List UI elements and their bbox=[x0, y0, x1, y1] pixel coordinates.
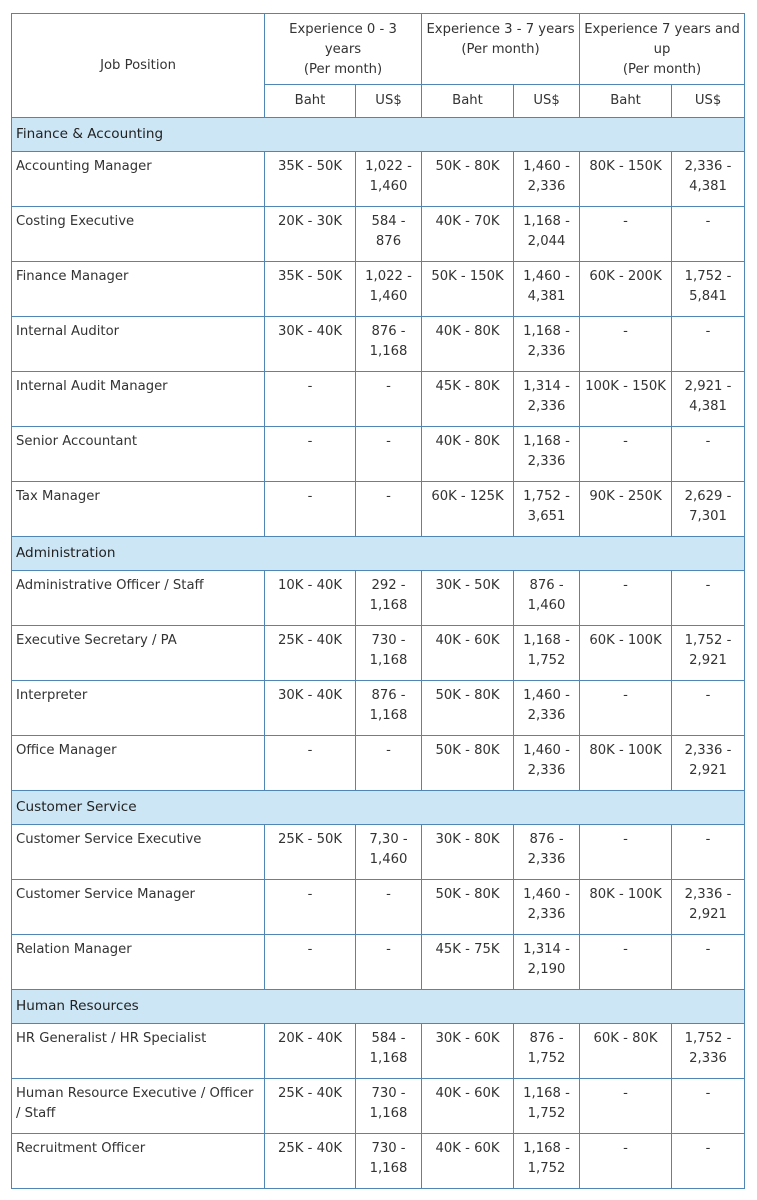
job-title-cell: Accounting Manager bbox=[12, 152, 265, 207]
salary-usd-cell: - bbox=[672, 1079, 745, 1134]
salary-usd-cell: - bbox=[356, 935, 422, 990]
salary-baht-cell: - bbox=[580, 1134, 672, 1189]
experience-header-title: Experience 3 - 7 years bbox=[426, 22, 575, 37]
salary-usd-cell: 1,460 - 2,336 bbox=[514, 880, 580, 935]
salary-baht-cell: - bbox=[580, 571, 672, 626]
salary-usd-cell: 2,629 - 7,301 bbox=[672, 482, 745, 537]
salary-usd-cell: 1,022 - 1,460 bbox=[356, 262, 422, 317]
experience-header-title: Experience 7 years and up bbox=[584, 22, 740, 57]
experience-header-title: Experience 0 - 3 years bbox=[289, 22, 397, 57]
salary-usd-cell: 730 - 1,168 bbox=[356, 626, 422, 681]
job-title-cell: Internal Audit Manager bbox=[12, 372, 265, 427]
salary-baht-cell: 40K - 60K bbox=[422, 1134, 514, 1189]
table-row bbox=[12, 152, 745, 207]
salary-baht-cell: 40K - 80K bbox=[422, 317, 514, 372]
currency-header-usd: US$ bbox=[672, 85, 745, 118]
salary-baht-cell: - bbox=[265, 880, 356, 935]
salary-usd-cell: 876 - 1,168 bbox=[356, 317, 422, 372]
salary-usd-cell: - bbox=[672, 427, 745, 482]
salary-baht-cell: 80K - 100K bbox=[580, 880, 672, 935]
salary-baht-cell: 60K - 200K bbox=[580, 262, 672, 317]
experience-header-0-3 bbox=[265, 14, 422, 85]
job-title-cell: Administrative Officer / Staff bbox=[12, 571, 265, 626]
salary-baht-cell: 45K - 75K bbox=[422, 935, 514, 990]
job-title-cell: Interpreter bbox=[12, 681, 265, 736]
salary-baht-cell: - bbox=[580, 935, 672, 990]
salary-usd-cell: 1,168 - 1,752 bbox=[514, 626, 580, 681]
salary-baht-cell: - bbox=[580, 207, 672, 262]
job-title-cell: Costing Executive bbox=[12, 207, 265, 262]
salary-usd-cell: 1,168 - 2,336 bbox=[514, 317, 580, 372]
salary-baht-cell: 10K - 40K bbox=[265, 571, 356, 626]
salary-usd-cell: 1,168 - 2,336 bbox=[514, 427, 580, 482]
salary-table bbox=[11, 13, 745, 1189]
salary-usd-cell: 7,30 - 1,460 bbox=[356, 825, 422, 880]
category-row bbox=[12, 990, 745, 1024]
job-title-cell: Recruitment Officer bbox=[12, 1134, 265, 1189]
salary-baht-cell: - bbox=[580, 681, 672, 736]
salary-usd-cell: - bbox=[356, 880, 422, 935]
job-title-cell: Executive Secretary / PA bbox=[12, 626, 265, 681]
table-row bbox=[12, 1024, 745, 1079]
salary-baht-cell: - bbox=[265, 427, 356, 482]
salary-usd-cell: 1,460 - 2,336 bbox=[514, 152, 580, 207]
job-title-cell: HR Generalist / HR Specialist bbox=[12, 1024, 265, 1079]
table-row bbox=[12, 571, 745, 626]
salary-usd-cell: 2,921 - 4,381 bbox=[672, 372, 745, 427]
salary-baht-cell: 40K - 60K bbox=[422, 1079, 514, 1134]
salary-baht-cell: 50K - 80K bbox=[422, 736, 514, 791]
job-position-header: Job Position bbox=[12, 14, 265, 118]
experience-header-subtitle: (Per month) bbox=[461, 42, 540, 57]
salary-usd-cell: - bbox=[356, 736, 422, 791]
salary-baht-cell: 35K - 50K bbox=[265, 152, 356, 207]
experience-header-subtitle: (Per month) bbox=[622, 62, 702, 77]
category-label: Human Resources bbox=[12, 990, 745, 1024]
salary-baht-cell: - bbox=[265, 935, 356, 990]
salary-baht-cell: 80K - 150K bbox=[580, 152, 672, 207]
table-row bbox=[12, 427, 745, 482]
salary-usd-cell: - bbox=[672, 935, 745, 990]
job-title-cell: Tax Manager bbox=[12, 482, 265, 537]
salary-baht-cell: - bbox=[265, 372, 356, 427]
currency-header-usd: US$ bbox=[514, 85, 580, 118]
salary-baht-cell: 35K - 50K bbox=[265, 262, 356, 317]
salary-baht-cell: 60K - 125K bbox=[422, 482, 514, 537]
salary-usd-cell: - bbox=[356, 427, 422, 482]
table-row bbox=[12, 736, 745, 791]
category-label: Administration bbox=[12, 537, 745, 571]
salary-usd-cell: 2,336 - 2,921 bbox=[672, 736, 745, 791]
table-row bbox=[12, 482, 745, 537]
salary-baht-cell: 90K - 250K bbox=[580, 482, 672, 537]
salary-baht-cell: - bbox=[580, 825, 672, 880]
category-label: Customer Service bbox=[12, 791, 745, 825]
currency-header-usd: US$ bbox=[356, 85, 422, 118]
salary-usd-cell: - bbox=[356, 482, 422, 537]
salary-usd-cell: 292 - 1,168 bbox=[356, 571, 422, 626]
category-row bbox=[12, 537, 745, 571]
salary-usd-cell: 730 - 1,168 bbox=[356, 1134, 422, 1189]
salary-baht-cell: 20K - 40K bbox=[265, 1024, 356, 1079]
experience-header-7-up bbox=[580, 14, 745, 85]
salary-baht-cell: 40K - 80K bbox=[422, 427, 514, 482]
currency-header-baht: Baht bbox=[580, 85, 672, 118]
salary-baht-cell: 50K - 150K bbox=[422, 262, 514, 317]
salary-usd-cell: 584 - 876 bbox=[356, 207, 422, 262]
salary-usd-cell: - bbox=[672, 571, 745, 626]
salary-usd-cell: 1,168 - 2,044 bbox=[514, 207, 580, 262]
salary-baht-cell: 50K - 80K bbox=[422, 880, 514, 935]
salary-baht-cell: 30K - 40K bbox=[265, 317, 356, 372]
salary-baht-cell: - bbox=[580, 427, 672, 482]
job-title-cell: Internal Auditor bbox=[12, 317, 265, 372]
salary-baht-cell: - bbox=[580, 1079, 672, 1134]
job-title-cell: Customer Service Manager bbox=[12, 880, 265, 935]
table-row bbox=[12, 825, 745, 880]
category-row bbox=[12, 118, 745, 152]
salary-usd-cell: 1,752 - 3,651 bbox=[514, 482, 580, 537]
salary-baht-cell: 25K - 50K bbox=[265, 825, 356, 880]
job-title-cell: Finance Manager bbox=[12, 262, 265, 317]
salary-usd-cell: 1,168 - 1,752 bbox=[514, 1134, 580, 1189]
salary-usd-cell: 730 - 1,168 bbox=[356, 1079, 422, 1134]
salary-baht-cell: 100K - 150K bbox=[580, 372, 672, 427]
salary-baht-cell: 50K - 80K bbox=[422, 681, 514, 736]
salary-usd-cell: - bbox=[356, 372, 422, 427]
salary-usd-cell: - bbox=[672, 317, 745, 372]
salary-usd-cell: 1,168 - 1,752 bbox=[514, 1079, 580, 1134]
table-row bbox=[12, 935, 745, 990]
salary-usd-cell: 876 - 1,752 bbox=[514, 1024, 580, 1079]
salary-baht-cell: 40K - 60K bbox=[422, 626, 514, 681]
salary-baht-cell: 60K - 100K bbox=[580, 626, 672, 681]
salary-baht-cell: 25K - 40K bbox=[265, 626, 356, 681]
table-row bbox=[12, 317, 745, 372]
salary-usd-cell: 1,460 - 2,336 bbox=[514, 681, 580, 736]
experience-header-3-7 bbox=[422, 14, 580, 85]
salary-baht-cell: - bbox=[580, 317, 672, 372]
currency-header-baht: Baht bbox=[422, 85, 514, 118]
table-row bbox=[12, 1079, 745, 1134]
salary-baht-cell: 50K - 80K bbox=[422, 152, 514, 207]
salary-baht-cell: - bbox=[265, 736, 356, 791]
table-row bbox=[12, 681, 745, 736]
salary-baht-cell: 30K - 50K bbox=[422, 571, 514, 626]
salary-baht-cell: 30K - 80K bbox=[422, 825, 514, 880]
salary-baht-cell: 40K - 70K bbox=[422, 207, 514, 262]
salary-baht-cell: 60K - 80K bbox=[580, 1024, 672, 1079]
salary-usd-cell: 876 - 1,168 bbox=[356, 681, 422, 736]
header-row-experience bbox=[12, 14, 745, 85]
salary-baht-cell: 30K - 40K bbox=[265, 681, 356, 736]
currency-header-baht: Baht bbox=[265, 85, 356, 118]
salary-usd-cell: 1,752 - 2,921 bbox=[672, 626, 745, 681]
salary-baht-cell: - bbox=[265, 482, 356, 537]
table-row bbox=[12, 1134, 745, 1189]
salary-usd-cell: 2,336 - 4,381 bbox=[672, 152, 745, 207]
salary-baht-cell: 45K - 80K bbox=[422, 372, 514, 427]
experience-header-subtitle: (Per month) bbox=[303, 62, 383, 77]
salary-baht-cell: 20K - 30K bbox=[265, 207, 356, 262]
table-row bbox=[12, 626, 745, 681]
table-row bbox=[12, 372, 745, 427]
category-row bbox=[12, 791, 745, 825]
salary-baht-cell: 25K - 40K bbox=[265, 1134, 356, 1189]
job-title-cell: Senior Accountant bbox=[12, 427, 265, 482]
salary-usd-cell: - bbox=[672, 825, 745, 880]
salary-baht-cell: 80K - 100K bbox=[580, 736, 672, 791]
salary-usd-cell: 1,022 - 1,460 bbox=[356, 152, 422, 207]
salary-baht-cell: 30K - 60K bbox=[422, 1024, 514, 1079]
salary-usd-cell: 1,752 - 2,336 bbox=[672, 1024, 745, 1079]
salary-usd-cell: 876 - 2,336 bbox=[514, 825, 580, 880]
table-row bbox=[12, 880, 745, 935]
salary-usd-cell: 1,752 - 5,841 bbox=[672, 262, 745, 317]
salary-usd-cell: 1,460 - 4,381 bbox=[514, 262, 580, 317]
category-label: Finance & Accounting bbox=[12, 118, 745, 152]
salary-baht-cell: 25K - 40K bbox=[265, 1079, 356, 1134]
salary-usd-cell: 2,336 - 2,921 bbox=[672, 880, 745, 935]
job-title-cell: Human Resource Executive / Officer / Staff bbox=[12, 1079, 265, 1134]
salary-usd-cell: - bbox=[672, 207, 745, 262]
salary-usd-cell: - bbox=[672, 681, 745, 736]
job-title-cell: Relation Manager bbox=[12, 935, 265, 990]
job-title-cell: Customer Service Executive bbox=[12, 825, 265, 880]
salary-usd-cell: 1,314 - 2,190 bbox=[514, 935, 580, 990]
salary-usd-cell: - bbox=[672, 1134, 745, 1189]
job-title-cell: Office Manager bbox=[12, 736, 265, 791]
salary-usd-cell: 1,460 - 2,336 bbox=[514, 736, 580, 791]
salary-usd-cell: 876 - 1,460 bbox=[514, 571, 580, 626]
salary-usd-cell: 1,314 - 2,336 bbox=[514, 372, 580, 427]
table-row bbox=[12, 262, 745, 317]
salary-usd-cell: 584 - 1,168 bbox=[356, 1024, 422, 1079]
table-row bbox=[12, 207, 745, 262]
table-body bbox=[12, 118, 745, 1189]
